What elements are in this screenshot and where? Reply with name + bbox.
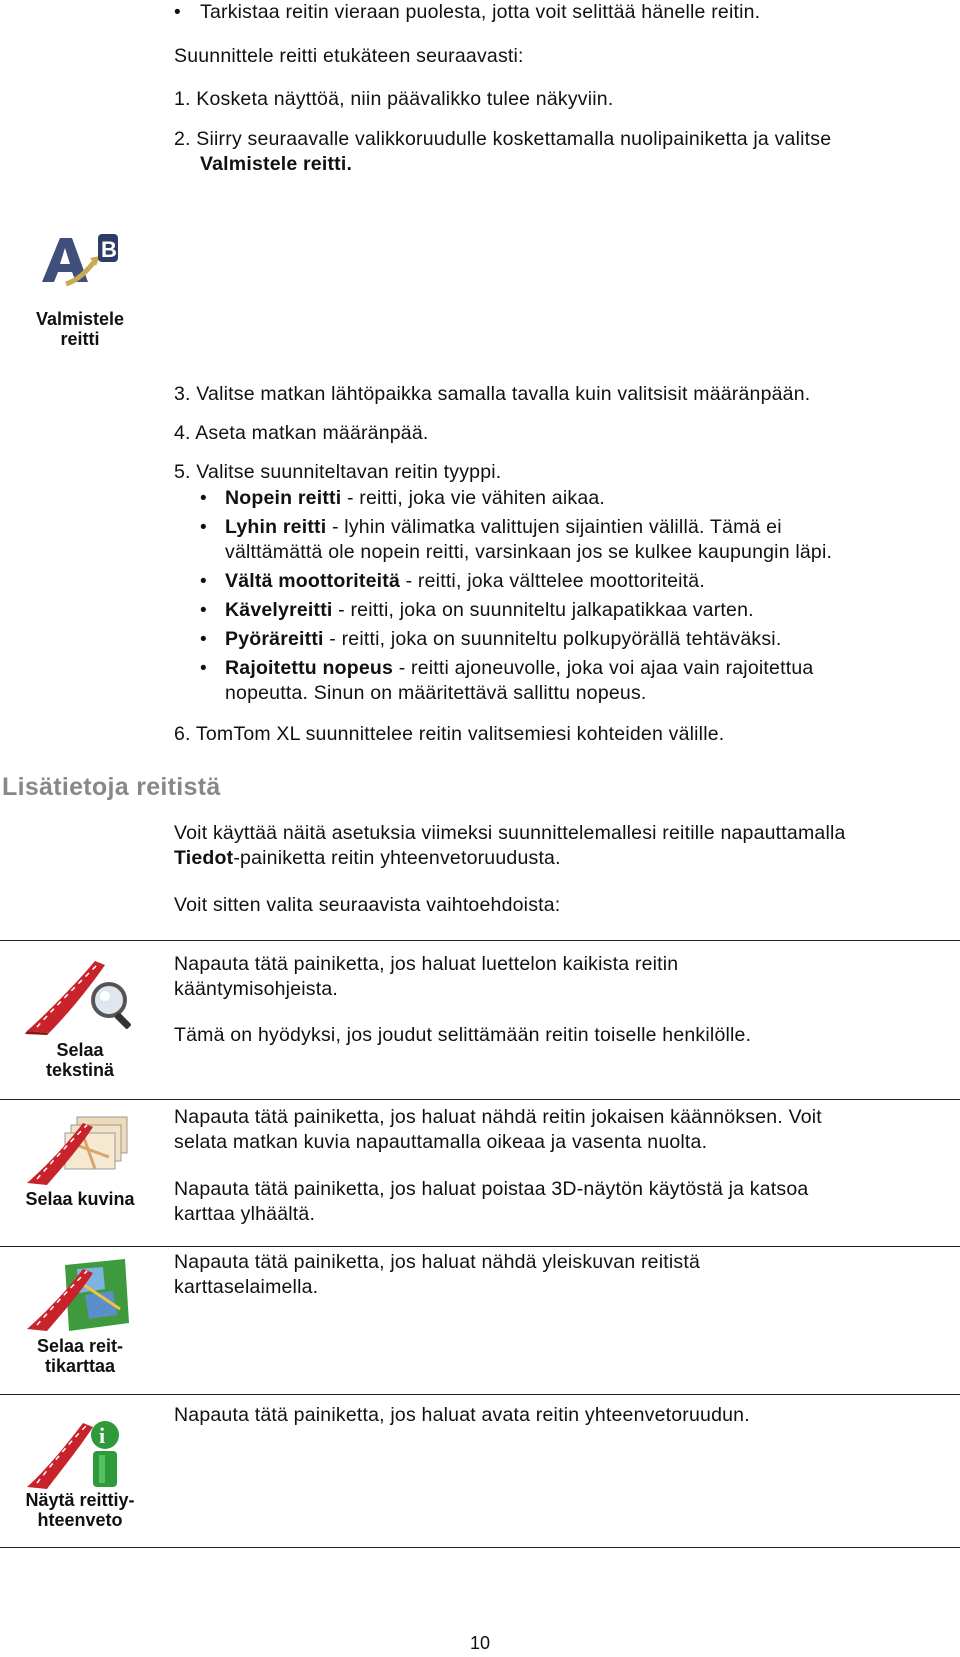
route-type-limited-speed-cont: nopeutta. Sinun on määritettävä sallittu nopeus. [225,682,647,704]
prepare-route-caption-line1: Valmistele [35,309,125,329]
route-type-desc: - reitti ajoneuvolle, joka voi ajaa vain rajoitettua [393,657,814,679]
plan-intro: Suunnittele reitti etukäteen seuraavasti: [174,45,524,67]
browse-as-text-caption-line2: tekstinä [45,1060,115,1080]
route-type-desc: - reitti, joka on suunniteltu polkupyörällä tehtäväksi. [323,628,782,650]
route-type-name: Kävelyreitti [225,599,333,621]
browse-as-text-icon [25,955,135,1035]
route-type-avoid-motorways [225,569,705,594]
route-type-shortest [225,515,782,540]
divider [0,1099,960,1100]
browse-route-map-caption [0,1336,160,1376]
svg-text:B: B [101,237,117,262]
section-heading: Lisätietoja reitistä [2,773,221,801]
divider [0,940,960,941]
bullet-intro: Tarkistaa reitin vieraan puolesta, jotta voit selittää hänelle reitin. [200,1,761,23]
browse-as-text-desc-1: Napauta tätä painiketta, jos haluat luettelon kaikista reitin [174,953,679,975]
browse-route-map-icon [25,1259,135,1334]
show-route-summary-desc: Napauta tätä painiketta, jos haluat avata reitin yhteenvetoruudun. [174,1404,750,1426]
route-type-bicycle [225,627,781,652]
step-1: 1. Kosketa näyttöä, niin päävalikko tulee näkyviin. [174,88,614,110]
browse-as-text-caption [0,1040,160,1080]
route-type-desc: - reitti, joka vie vähiten aikaa. [341,487,606,509]
browse-as-images-desc-2-cont: karttaa ylhäältä. [174,1203,316,1225]
bullet-dot: • [200,600,207,621]
prepare-route-caption [0,309,160,349]
route-type-fastest [225,486,605,511]
details-button-name: Tiedot [174,847,234,869]
divider [0,1246,960,1247]
step-5: 5. Valitse suunniteltavan reitin tyyppi. [174,461,502,483]
browse-as-images-icon [25,1113,135,1188]
step-2-button-name: Valmistele reitti. [200,153,353,175]
browse-as-text-desc-2: Tämä on hyödyksi, jos joudut selittämään reitin toiselle henkilölle. [174,1024,752,1046]
show-route-summary-caption-line1: Näytä reittiy- [25,1490,135,1510]
browse-as-text-caption-line1: Selaa [56,1040,104,1060]
route-type-name: Nopein reitti [225,487,342,509]
route-type-walking [225,598,754,623]
prepare-route-icon [38,232,123,292]
browse-as-images-desc-1: Napauta tätä painiketta, jos haluat nähdä reitin jokaisen käännöksen. Voit [174,1106,822,1128]
section-paragraph-2: Voit sitten valita seuraavista vaihtoehdoista: [174,894,561,916]
browse-route-map-desc-1-cont: karttaselaimella. [174,1276,319,1298]
route-type-desc: - reitti, joka välttelee moottoriteitä. [400,570,705,592]
show-route-summary-icon [25,1411,135,1491]
step-6: 6. TomTom XL suunnittelee reitin valitsemiesi kohteiden välille. [174,723,725,745]
route-type-limited-speed [225,656,813,681]
show-route-summary-caption [0,1490,160,1530]
section-paragraph-1-cont [174,846,561,871]
bullet-dot: • [200,517,207,538]
step-3: 3. Valitse matkan lähtöpaikka samalla tavalla kuin valitsisit määränpään. [174,383,811,405]
bullet-dot: • [200,629,207,650]
step-2: 2. Siirry seuraavalle valikkoruudulle koskettamalla nuolipainiketta ja valitse [174,128,832,150]
route-type-shortest-cont: välttämättä ole nopein reitti, varsinkaan jos se kulkee kaupungin läpi. [225,541,833,563]
browse-route-map-caption-line1: Selaa reit- [36,1336,124,1356]
bullet-dot: • [200,571,207,592]
route-type-name: Lyhin reitti [225,516,327,538]
browse-as-images-caption: Selaa kuvina [25,1189,135,1209]
prepare-route-caption-line2: reitti [60,329,100,349]
show-route-summary-caption-line2: hteenveto [37,1510,123,1530]
section-paragraph-1: Voit käyttää näitä asetuksia viimeksi suunnittelemallesi reitille napauttamalla [174,822,846,844]
divider [0,1394,960,1395]
divider [0,1547,960,1548]
page-number: 10 [469,1633,491,1653]
svg-text:i: i [99,1423,106,1448]
browse-route-map-caption-line2: tikarttaa [44,1356,116,1376]
bullet-dot: • [200,658,207,679]
bullet-dot: • [174,2,181,23]
route-type-name: Rajoitettu nopeus [225,657,394,679]
bullet-dot: • [200,488,207,509]
browse-as-images-desc-1-cont: selata matkan kuvia napauttamalla oikeaa ja vasenta nuolta. [174,1131,708,1153]
route-type-desc: - reitti, joka on suunniteltu jalkapatikkaa varten. [332,599,754,621]
route-type-name: Vältä moottoriteitä [225,570,400,592]
route-type-name: Pyöräreitti [225,628,324,650]
paragraph-text: -painiketta reitin yhteenvetoruudusta. [233,847,561,869]
route-type-desc: - lyhin välimatka valittujen sijaintien välillä. Tämä ei [326,516,782,538]
browse-as-text-desc-1-cont: kääntymisohjeista. [174,978,339,1000]
browse-route-map-desc-1: Napauta tätä painiketta, jos haluat nähdä yleiskuvan reitistä [174,1251,701,1273]
step-4: 4. Aseta matkan määränpää. [174,422,429,444]
browse-as-images-desc-2: Napauta tätä painiketta, jos haluat poistaa 3D-näytön käytöstä ja katsoa [174,1178,809,1200]
